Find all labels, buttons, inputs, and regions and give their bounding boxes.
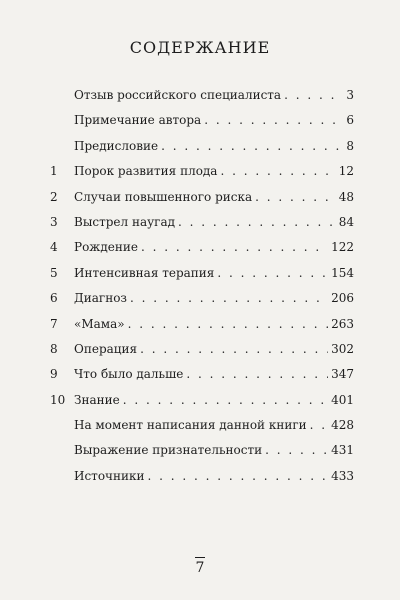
toc-entry-title: Выстрел наугад (74, 214, 175, 229)
toc-chapter-number: 9 (50, 367, 58, 382)
toc-page-number: 6 (346, 113, 354, 128)
toc-leader-dots (147, 469, 328, 483)
toc-entry-title: Рождение (74, 240, 138, 255)
toc-leader-dots (204, 113, 343, 127)
toc-page-number: 122 (331, 240, 354, 255)
toc-page-number: 48 (338, 189, 354, 204)
toc-page-number: 302 (331, 341, 354, 356)
toc-chapter-number: 8 (50, 341, 58, 356)
toc-entry-title: «Мама» (74, 316, 125, 331)
toc-chapter-number: 4 (50, 240, 58, 255)
toc-leader-dots (310, 418, 328, 432)
toc-entry-title: Источники (74, 468, 145, 483)
toc-chapter-number: 3 (50, 214, 58, 229)
toc-entry-title: Случаи повышенного риска (74, 189, 253, 204)
toc-entry (50, 469, 354, 494)
toc-page-number: 8 (346, 138, 354, 153)
toc-entry (50, 317, 354, 342)
toc-entry-title: Отзыв российского специалиста (74, 88, 282, 102)
toc-page-number: 433 (331, 468, 354, 483)
toc-entry (50, 190, 354, 215)
toc-chapter-number: 7 (50, 316, 58, 331)
toc-leader-dots (284, 88, 343, 102)
page-number-rule (195, 557, 205, 558)
toc-chapter-number: 1 (50, 164, 58, 179)
toc-entry (50, 342, 354, 367)
toc-entry-title: Знание (74, 392, 120, 407)
page-number: 7 (195, 560, 205, 576)
toc-page-number: 428 (331, 418, 354, 433)
toc-leader-dots (161, 139, 343, 153)
toc-entry (50, 367, 354, 392)
toc-chapter-number: 6 (50, 291, 58, 306)
toc-leader-dots (265, 443, 328, 457)
toc-entry-title: На момент написания данной книги (74, 418, 307, 433)
toc-leader-dots (217, 266, 328, 280)
toc-page-number: 206 (331, 291, 354, 306)
toc-entry-title: Операция (74, 341, 138, 356)
toc-leader-dots (130, 291, 328, 305)
toc-entry (50, 139, 354, 164)
toc-page-number: 263 (331, 316, 354, 331)
toc-leader-dots (128, 317, 328, 331)
toc-entry (50, 240, 354, 265)
page-title: СОДЕРЖАНИЕ (129, 38, 271, 57)
toc-entry-title: Диагноз (74, 291, 127, 306)
toc-entry (50, 266, 354, 291)
toc-entry-title: Примечание автора (74, 113, 202, 128)
toc-entry (50, 164, 354, 189)
toc-entry-title: Интенсивная терапия (74, 265, 215, 280)
toc-page-number: 84 (338, 214, 354, 229)
toc-page-number: 12 (338, 164, 354, 179)
toc-entry-title: Что было дальше (74, 367, 184, 382)
toc-leader-dots (141, 240, 328, 254)
toc-entry-title: Предисловие (74, 138, 159, 153)
toc-chapter-number: 10 (50, 392, 66, 407)
toc-page-number: 3 (346, 88, 354, 102)
toc-entry (50, 113, 354, 138)
toc-leader-dots (255, 190, 336, 204)
toc-leader-dots (123, 393, 328, 407)
toc-leader-dots (140, 342, 328, 356)
toc-page-number: 401 (331, 392, 354, 407)
table-of-contents (50, 88, 354, 494)
toc-chapter-number: 2 (50, 189, 58, 204)
toc-chapter-number: 5 (50, 265, 58, 280)
toc-leader-dots (186, 367, 328, 381)
toc-entry (50, 88, 354, 113)
toc-leader-dots (178, 215, 336, 229)
toc-entry (50, 443, 354, 468)
toc-entry (50, 418, 354, 443)
toc-entry (50, 393, 354, 418)
toc-page-number: 154 (331, 265, 354, 280)
toc-entry (50, 291, 354, 316)
toc-entry-title: Порок развития плода (74, 164, 218, 179)
toc-page-number: 431 (331, 443, 354, 458)
toc-page-number: 347 (331, 367, 354, 382)
toc-entry (50, 215, 354, 240)
toc-leader-dots (220, 164, 335, 178)
toc-entry-title: Выражение признательности (74, 443, 263, 458)
